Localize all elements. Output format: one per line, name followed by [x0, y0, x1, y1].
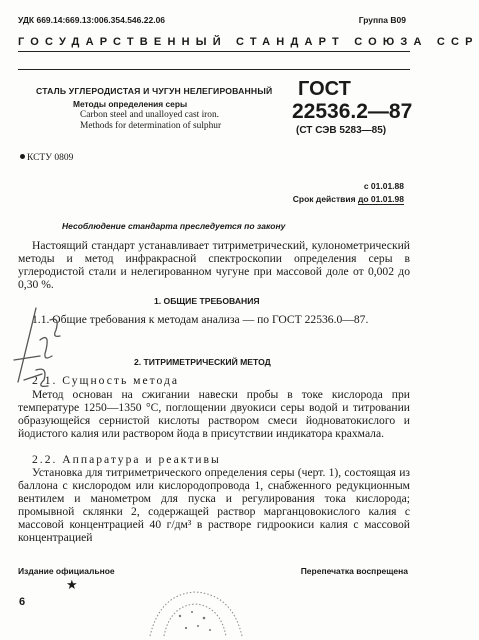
section-2-heading: 2. ТИТРИМЕТРИЧЕСКИЙ МЕТОД	[134, 357, 271, 367]
standard-header: ГОСУДАРСТВЕННЫЙ СТАНДАРТ СОЮЗА ССР	[18, 36, 479, 48]
validity-label: Срок действия	[292, 194, 356, 204]
title-russian: СТАЛЬ УГЛЕРОДИСТАЯ И ЧУГУН НЕЛЕГИРОВАННЫЙ	[36, 86, 273, 96]
section-2-1-paragraph: Метод основан на сжигании навески пробы в токе кислорода при температуре 1250—1350 °С, поглощении двуокиси серы водой и титровании образующейся сернистой кислоты раствором смеси йодноватокислого и йодистого калия или раствором йода в присутствии индикатора крахмала.	[18, 388, 410, 440]
page-number: 6	[19, 596, 26, 608]
subtitle-russian: Методы определения серы	[73, 99, 188, 109]
group-code: Группа В09	[358, 15, 406, 25]
kstu-text: КСТУ 0809	[27, 153, 74, 163]
title-english-line1: Carbon steel and unalloyed cast iron.	[80, 110, 220, 120]
validity-value: до 01.01.98	[357, 194, 404, 204]
bullet-icon	[20, 154, 25, 159]
validity-period	[293, 194, 404, 204]
title-english	[80, 110, 221, 131]
section-1-heading: 1. ОБЩИЕ ТРЕБОВАНИЯ	[154, 296, 260, 306]
header-rule-bottom	[18, 69, 410, 70]
library-stamp-icon	[140, 588, 250, 640]
section-1-paragraph: 1.1. Общие требования к методам анализа — по ГОСТ 22536.0—87.	[32, 313, 369, 326]
header-rule-top	[18, 51, 410, 52]
intro-paragraph: Настоящий стандарт устанавливает титриметрический, кулонометрический методы и метод инфракрасной спектроскопии определения серы в углеродистой стали и нелегированном чугуне при массовой доле от 0,002 до 0,30 %.	[18, 239, 410, 291]
law-notice: Несоблюдение стандарта преследуется по закону	[62, 221, 286, 231]
title-english-line2: Methods for determination of sulphur	[80, 120, 222, 131]
gost-number: 22536.2—87	[292, 100, 413, 123]
star-icon: ★	[66, 577, 78, 592]
kstu-code	[20, 153, 73, 163]
handwritten-margin-note	[6, 300, 66, 390]
udk-code: УДК 669.14:669.13:006.354.546.22.06	[18, 15, 166, 25]
official-edition-label: Издание официальное	[18, 566, 115, 576]
gost-label: ГОСТ	[298, 78, 351, 100]
section-2-2-paragraph: Установка для титриметрического определения серы (черт. 1), состоящая из баллона с кислородом или кислородопровода 1, снабженного редукционным вентилем и манометром для пуска и регулирования тока кислорода; промывной склянки 2, содержащей раствор марганцовокислого калия с массовой концентрацией 40 г/дм³ в растворе гидроокиси калия с массовой концентрацией	[18, 466, 410, 544]
subsection-2-1: 2.1. Сущность метода	[32, 374, 180, 387]
effective-date: с 01.01.88	[363, 181, 404, 191]
reprint-prohibited-label: Перепечатка воспрещена	[300, 566, 408, 576]
subsection-2-2: 2.2. Аппаратура и реактивы	[32, 453, 221, 466]
st-sev-reference: (СТ СЭВ 5283—85)	[296, 125, 387, 136]
